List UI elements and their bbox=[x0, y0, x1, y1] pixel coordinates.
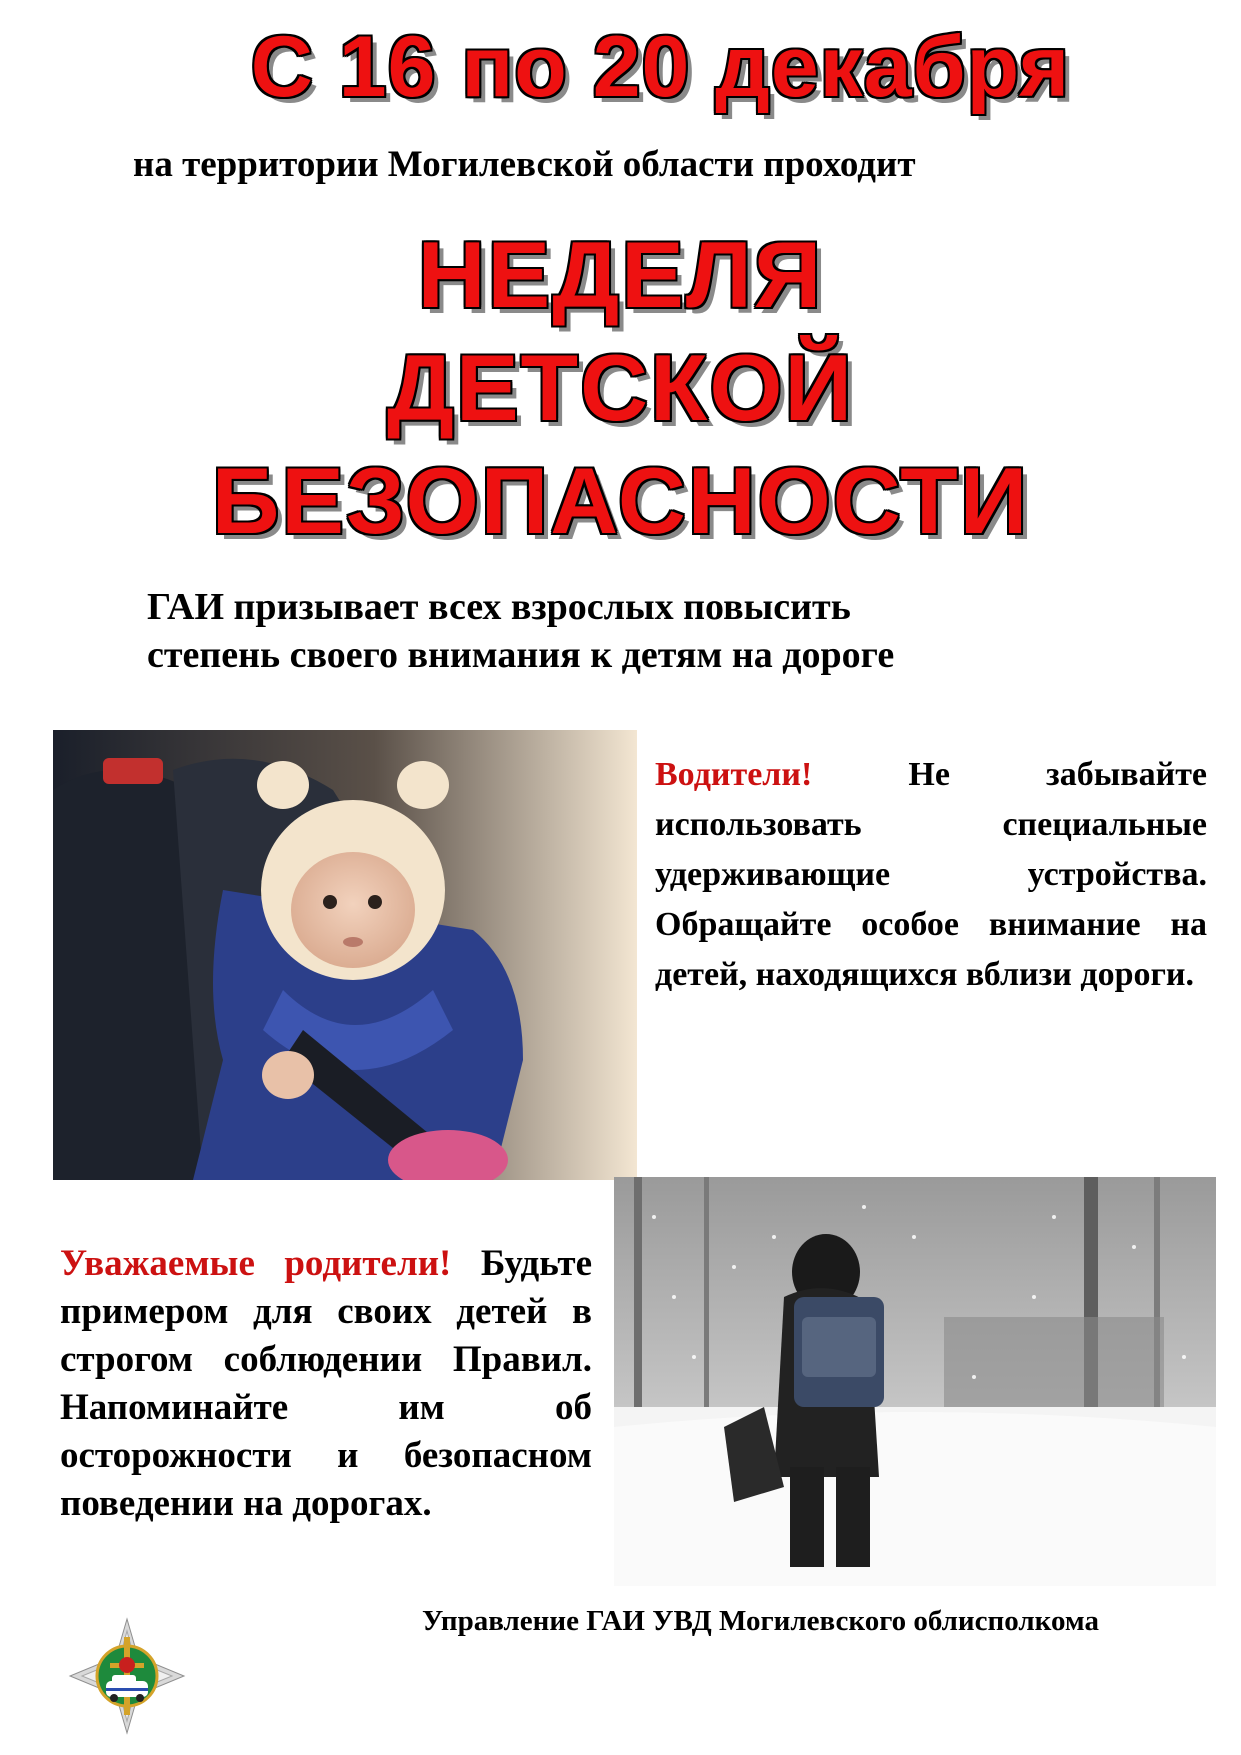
territory-line: на территории Могилевской области проходит bbox=[133, 144, 916, 185]
date-headline: С 16 по 20 декабря bbox=[250, 19, 1071, 115]
drivers-notice bbox=[655, 750, 1207, 1000]
title-line-1: НЕДЕЛЯ bbox=[417, 222, 824, 327]
parents-heading: Уважаемые родители! bbox=[60, 1243, 452, 1284]
drivers-heading: Водители! bbox=[655, 756, 813, 793]
footer-organization: Управление ГАИ УВД Могилевского облисполкома bbox=[422, 1605, 1099, 1637]
appeal-line-2: степень своего внимания к детям на дороге bbox=[147, 634, 895, 676]
gai-emblem-icon bbox=[68, 1617, 186, 1735]
drivers-text: Не забывайте использовать специальные удерживающие устройства. Обращайте особое внимание на детей, находящихся вблизи дороги. bbox=[655, 756, 1207, 993]
parents-text: Будьте примером для своих детей в строгом соблюдении Правил. Напоминайте им об осторожности и безопасном поведении на дорогах. bbox=[60, 1243, 592, 1524]
appeal-line-1: ГАИ призывает всех взрослых повысить bbox=[147, 586, 851, 628]
parents-notice bbox=[60, 1240, 592, 1528]
appeal-text bbox=[147, 583, 894, 679]
title-line-3: БЕЗОПАСНОСТИ bbox=[211, 448, 1030, 553]
title-line-2: ДЕТСКОЙ bbox=[386, 335, 855, 440]
child-in-snow-photo bbox=[614, 1177, 1216, 1586]
baby-car-seat-photo bbox=[53, 730, 637, 1180]
